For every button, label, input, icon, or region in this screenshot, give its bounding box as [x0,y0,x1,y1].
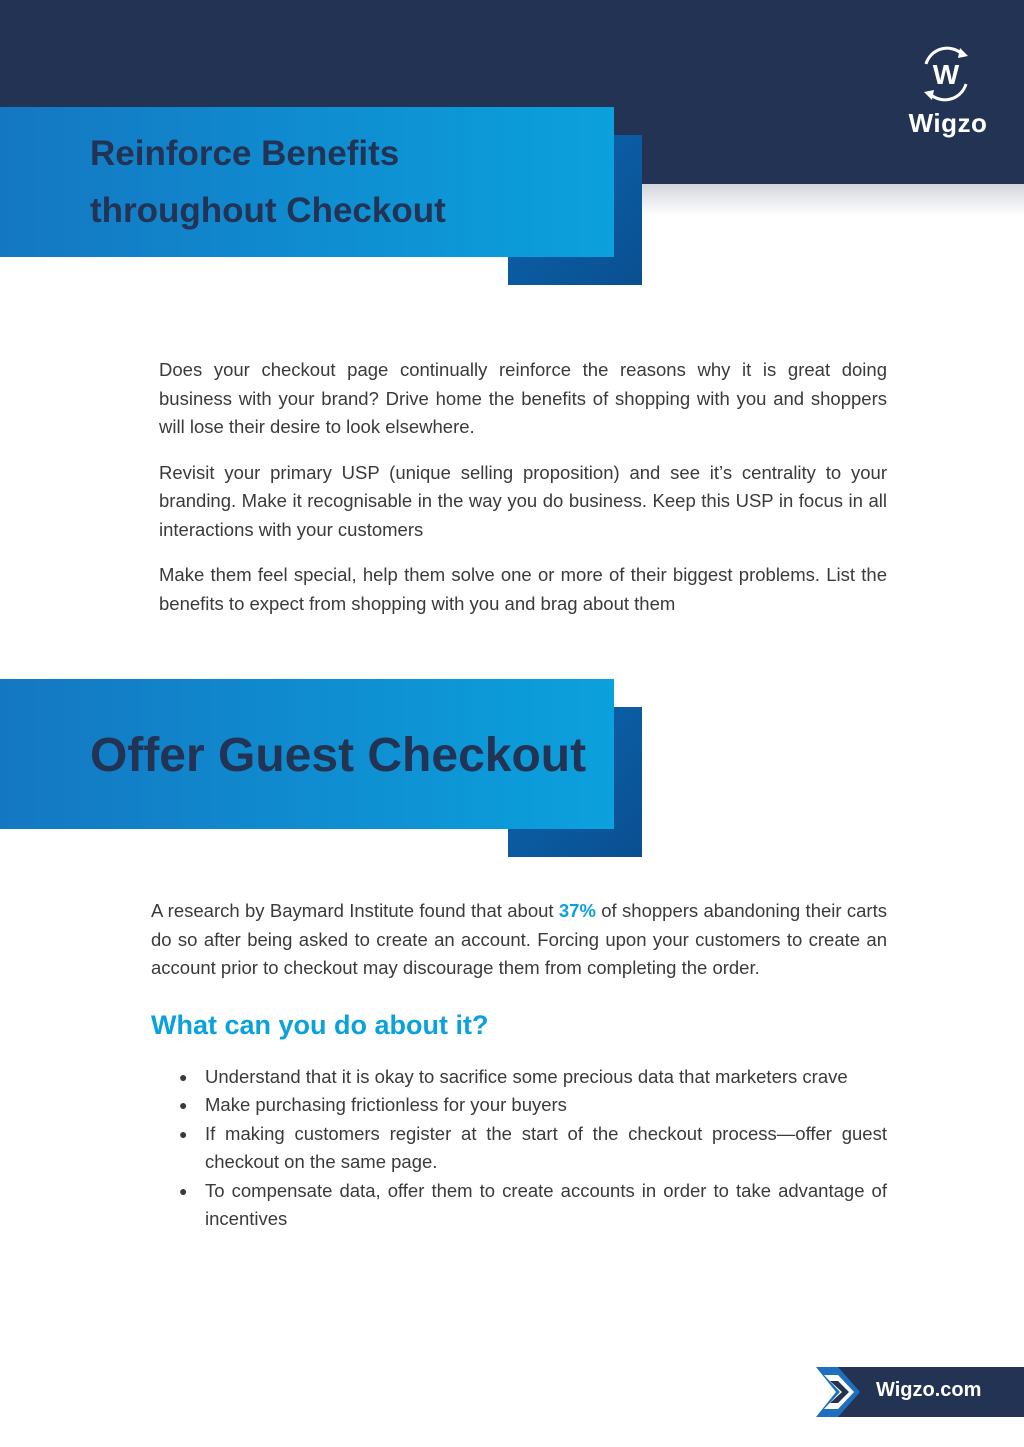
chevron-right-icon [816,1367,864,1417]
intro-paragraph [151,897,887,983]
bullet-icon: ● [179,1097,188,1113]
footer-link-label: Wigzo.com [876,1379,982,1401]
paragraph: Make them feel special, help them solve one or more of their biggest problems. List the benefits to expect from shopping with you and brag about them [159,564,887,614]
section-heading-ribbon [0,107,642,285]
subheading: What can you do about it? [151,1009,489,1040]
paragraph: Does your checkout page continually reinforce the reasons why it is great doing business with your brand? Drive home the benefits of shopping with you and shoppers will lose their desire to look elsewhere. [159,359,887,437]
list-item [151,1063,887,1092]
bullet-icon: ● [179,1125,188,1142]
section-title-line-1: Reinforce Benefits [90,134,400,173]
footer-link[interactable] [816,1367,1024,1417]
section-title: Offer Guest Checkout [90,729,587,782]
stat-highlight: 37% [558,900,596,921]
list-item-text: Make purchasing frictionless for your buyers [205,1094,567,1115]
list-item-text: To compensate data, offer them to create accounts in order to take advantage of incentives [205,1179,887,1229]
benefits-body [159,356,887,635]
logo-wordmark: Wigzo [908,108,988,138]
section-title [90,125,590,239]
guest-checkout-body [151,897,887,1234]
section-title-line-2: throughout Checkout [90,191,446,230]
svg-text:W: W [932,59,960,90]
bullet-icon: ● [179,1182,188,1199]
intro-text-end: of shoppers abandoning their carts do so after being asked to create an account. Forcing upon your customers to create an account prior to checkout may discourage them from completing the order. [151,900,887,978]
header-shadow [640,184,1024,216]
list-item-text: If making customers register at the start of the checkout process—offer guest checkout on the same page. [205,1122,887,1172]
list-item [151,1177,887,1234]
list-item-text: Understand that it is okay to sacrifice some precious data that marketers crave [205,1065,848,1087]
section-heading-ribbon [0,679,642,857]
tips-list [151,1063,887,1234]
wigzo-logo[interactable] [900,42,996,142]
list-item [151,1120,887,1177]
list-item [151,1091,887,1120]
wigzo-w-icon [914,42,978,106]
paragraph: Revisit your primary USP (unique selling proposition) and see it’s centrality to your branding. Make it recognisable in the way you do business. Keep this USP in focus in all interactions with your customers [159,461,887,540]
bullet-icon: ● [179,1068,188,1085]
intro-text-start: A research by Baymard Institute found that about [151,900,559,921]
